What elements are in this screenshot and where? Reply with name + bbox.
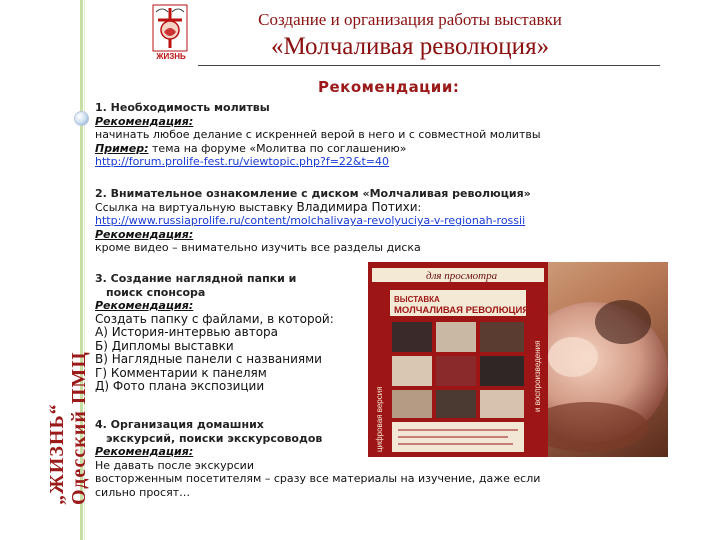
section-2-line-1-text: Ссылка на виртуальную выставку <box>95 200 297 214</box>
logo <box>148 2 192 64</box>
section-3-item: Д) Фото плана экспозиции <box>95 379 265 393</box>
section-1-example-label: Пример: <box>95 141 149 155</box>
section-3-item: В) Наглядные панели с названиями <box>95 352 322 366</box>
subtitle: Рекомендации: <box>318 78 460 96</box>
section-2-heading: 2. Внимательное ознакомление с диском «Молчаливая революция» <box>95 187 531 200</box>
section-3-rec-label: Рекомендация: <box>95 299 194 312</box>
section-3-heading-2: поиск спонсора <box>106 285 206 299</box>
side-organization <box>46 351 90 505</box>
section-4-heading-2: экскурсий, поиски экскурсоводов <box>106 431 323 445</box>
section-1-example <box>95 142 541 156</box>
exhibition-photo <box>368 262 668 457</box>
title-line-1: Создание и организация работы выставки <box>258 10 562 29</box>
section-1-example-text: тема на форуме «Молитва по соглашению» <box>148 141 407 155</box>
section-1-rec-text: начинать любое делание с искренней верой в него и с совместной молитвы <box>95 128 541 141</box>
bullet-orb-icon <box>74 111 89 126</box>
side-org-line-2: „ЖИЗНЬ“ <box>46 403 68 505</box>
poster-left-vertical: цифровая версия <box>375 386 384 452</box>
section-2-rec-text: кроме видео – внимательно изучить все разделы диска <box>95 241 421 254</box>
title-divider <box>198 65 660 66</box>
logo-text: ЖИЗНЬ <box>156 52 186 61</box>
section-4-line: восторженным посетителям – сразу все материалы на изучение, даже если <box>95 472 541 485</box>
poster-top-text: для просмотра <box>426 270 498 282</box>
section-1-link[interactable]: http://forum.prolife-fest.ru/viewtopic.php?f=22&t=40 <box>95 155 390 168</box>
section-2-link[interactable]: http://www.russiaprolife.ru/content/molchalivaya-revolyuciya-v-regionah-rossii <box>95 214 526 227</box>
section-3-item: Б) Дипломы выставки <box>95 338 234 353</box>
section-3 <box>95 272 334 394</box>
section-2-line-1-end: : <box>417 200 422 214</box>
section-4-line: Не давать после экскурсии <box>95 458 254 472</box>
section-1-rec-label: Рекомендация: <box>95 114 194 128</box>
poster-title: МОЛЧАЛИВАЯ РЕВОЛЮЦИЯ <box>394 305 530 316</box>
section-3-item: А) История-интервью автора <box>95 325 278 339</box>
section-1-heading: 1. Необходимость молитвы <box>95 101 270 114</box>
section-2-author: Владимира Потихи <box>296 199 418 214</box>
section-1 <box>95 101 541 169</box>
title-line-2: «Молчаливая революция» <box>270 33 550 60</box>
section-2 <box>95 187 531 255</box>
section-2-line-1 <box>95 201 531 215</box>
side-org-line-1: Одесский ПМЦ <box>68 351 90 505</box>
section-3-item: Г) Комментарии к панелям <box>95 365 267 380</box>
section-4-line: сильно просят… <box>95 485 191 499</box>
section-2-rec-label: Рекомендация: <box>95 227 194 241</box>
section-3-item: Создать папку с файлами, в которой: <box>95 311 334 326</box>
section-4-rec-label: Рекомендация: <box>95 445 194 458</box>
poster-right-vertical: и воспроизведения <box>533 340 542 412</box>
exhibition-poster-image <box>368 262 668 457</box>
section-4-heading-1: 4. Организация домашних <box>95 418 264 431</box>
section-3-heading-1: 3. Создание наглядной папки и <box>95 272 297 285</box>
poster-exhibit-label: ВЫСТАВКА <box>394 295 440 304</box>
